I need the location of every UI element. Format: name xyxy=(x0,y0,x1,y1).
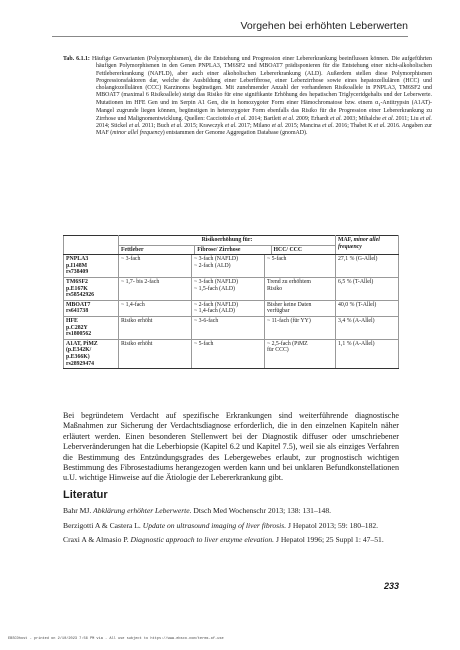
gene-cell-line: PNPLA3 xyxy=(66,256,89,263)
caption-segment: et al. xyxy=(235,115,247,122)
reference-title: Diagnostic approach to liver enzyme elevation. xyxy=(130,535,275,545)
caption-segment: et al. xyxy=(382,115,395,122)
reference-authors: Craxi A & Almasio P. xyxy=(63,535,131,545)
caption-segment: et al. xyxy=(373,122,386,129)
fibrose-cell-line: ~ 2-fach (NAFLD) xyxy=(194,301,239,308)
table-row xyxy=(64,300,399,316)
caption-segment: et al. xyxy=(420,115,432,122)
caption-segment: et al. xyxy=(271,122,284,129)
reference-item xyxy=(63,521,399,531)
genetic-variants-table xyxy=(63,235,399,369)
col-header-maf xyxy=(336,236,399,255)
gene-cell xyxy=(64,277,119,300)
hcc-cell-line: Risiko xyxy=(267,285,283,292)
hcc-cell-line: ~ 2,5-fach (PiMZ xyxy=(267,340,308,347)
gene-cell-line: A1AT, PiMZ xyxy=(66,340,98,347)
fibrose-cell-line: ~ 1,5-fach (ALD) xyxy=(194,285,235,292)
reference-source: J Hepatol 2013; 59: 180–182. xyxy=(286,520,379,530)
hcc-cell xyxy=(265,339,336,368)
gene-cell-line: rs58542926 xyxy=(66,292,95,299)
caption-segment: 2016; Thabet K xyxy=(333,122,374,129)
maf-cell: 6,5 % (T-Allel) xyxy=(336,277,399,300)
caption-segment: 2015; Krawczyk xyxy=(182,122,225,129)
reference-authors: Bahr MJ. xyxy=(63,506,94,515)
fibrose-cell xyxy=(192,300,265,316)
caption-segment: 2015; Mancina xyxy=(283,122,323,129)
hcc-cell-line: ~ 11-fach (für YY) xyxy=(267,317,311,324)
caption-segment: 2016. Angaben zur MAF ( xyxy=(96,122,433,137)
gene-cell-line: rs28929474 xyxy=(66,360,95,367)
fibrose-cell-line: ~ 5-fach xyxy=(194,340,214,347)
fettleber-cell: Risiko erhöht xyxy=(119,339,192,368)
header-rule xyxy=(52,36,408,37)
fibrose-cell-line: ~ 2-fach (ALD) xyxy=(194,262,231,269)
fibrose-cell-line: ~ 1,4-fach (ALD) xyxy=(194,308,235,315)
maf-cell: 40,0 % (T-Allel) xyxy=(336,300,399,316)
caption-segment: ) entstammen der Genome Aggregation Database (gnomAD). xyxy=(162,130,308,137)
hcc-cell xyxy=(265,255,336,278)
gene-cell-line: (p.E342K/ xyxy=(66,347,92,354)
gene-cell-line: p.E366K) xyxy=(66,353,90,360)
body-paragraph: Bei begründetem Verdacht auf spezifische Erkrankungen sind weiterführende diagnostische Maßnahmen zur Sicherung der Verdachtsdiagnose erforderlich, die in den einzelnen Kapiteln näher erläutert werden. Einen besonderen Stellenwert bei der Diagnostik diffuser oder umschriebener Leberveränderungen hat die Leberbiopsie (Kapitel 6.2 und Kapitel 7.5), weil sie als einziges Verfahren die Bestimmung des Entzündungsgrades des Lebergewebes erlaubt, zur prognostisch wichtigen Bestimmung des Fibrosestadiums herangezogen werden kann und bei unklaren Befundkonstellationen u.U. wichtige Hinweise auf die Ätiologie der Lebererkrankung gibt. xyxy=(63,411,399,483)
maf-cell: 27,1 % (G-Allel) xyxy=(336,255,399,278)
fibrose-cell-line: ~ 3-fach (NAFLD) xyxy=(194,278,239,285)
fibrose-cell xyxy=(192,255,265,278)
reference-list xyxy=(63,506,399,550)
page-number: 233 xyxy=(383,581,399,591)
caption-segment: 2011; Liu xyxy=(394,115,421,122)
gene-cell-line: p.C282Y xyxy=(66,324,88,331)
col-header-fettleber: Fettleber xyxy=(119,246,195,255)
hcc-cell-line: Trend zu erhöhtem xyxy=(267,278,311,285)
reference-title: Abklärung erhöhter Leberwerte. xyxy=(93,506,192,515)
hcc-cell xyxy=(265,316,336,339)
gene-cell xyxy=(64,316,119,339)
reference-item xyxy=(63,535,399,545)
caption-text xyxy=(92,56,432,136)
caption-segment: Häufige Genvarianten (Polymorphismen), die die Entstehung und Progression einer Lebererkrankung beeinflussen können. Die aufgeführten häufigen Polymorphismen in den Genen PNPLA3, TM6SF2 und MBOAT7 prädisponieren für die Entstehung einer nicht-alkoholischen Fettlebererkrankung (NAFLD), aber auch einer alkoholischen Lebererkrankung (ALD). Außerdem stellen diese Polymorphismen Progressionsfaktoren dar, welche die Ausbildung einer Leberfibrose, einer Leberzirrhose sowie eines hepatozellulären (HCC) und cholangiozellulären (CCC) Karzinoms begünstigen. Mit zunehmender Anzahl der vorhandenen Risikoallele in PNPLA3, TM6SF2 und MBOAT7 (maximal 6 Risikoallele) steigt das Risiko für eine signifikante Erhöhung des hepatischen Triglyceridgehalts und der Leberwerte. Mutationen im HFE Gen und im Serpin A1 Gen, die in homozygoter Form einer Hämochromatose bzw. einem α xyxy=(91,56,432,106)
caption-segment: 2003; Mihalche xyxy=(342,115,383,122)
fettleber-cell: ~ 1,4-fach xyxy=(119,300,192,316)
fettleber-cell: Risiko erhöht xyxy=(119,316,192,339)
caption-segment: et al. xyxy=(224,122,237,129)
fettleber-cell: ~ 1,7- bis 2-fach xyxy=(119,277,192,300)
table-row xyxy=(64,316,399,339)
fibrose-cell xyxy=(192,339,265,368)
hcc-cell xyxy=(265,277,336,300)
caption-segment: 2009; Erhardt xyxy=(294,115,331,122)
gene-cell-line: MBOAT7 xyxy=(66,301,91,308)
hcc-cell-line: Bisher keine Daten xyxy=(267,301,312,308)
gene-cell-line: p.I148M xyxy=(66,262,88,269)
maf-cell: 3,4 % (A-Allel) xyxy=(336,316,399,339)
caption-segment: -Antitrypsin (A1AT)-Mangel zugrunde liegen können, begünstigen in heterozygoter Form ebenfalls das Risiko für die Progression einer Lebererkrankung zu Zirrhose und Malignomentwicklung. Quellen: Cacciottolo xyxy=(96,99,432,122)
caption-label: Tab. 6.1.1: xyxy=(63,56,90,62)
caption-segment: et al. xyxy=(170,122,183,129)
caption-segment: et al. xyxy=(282,115,295,122)
table-row xyxy=(64,277,399,300)
gene-cell-line: TM6SF2 xyxy=(66,278,88,285)
gene-cell xyxy=(64,339,119,368)
hcc-cell xyxy=(265,300,336,316)
reference-authors: Berzigotti A & Castera L. xyxy=(63,520,143,530)
maf-header-abbr: MAF, xyxy=(338,237,354,243)
gene-cell-line: rs738409 xyxy=(66,269,89,276)
caption-segment: 2011; Buch xyxy=(140,122,171,129)
gene-cell-line: p.E167K xyxy=(66,285,88,292)
risk-header-group xyxy=(119,236,336,255)
col-header-hcc: HCC/ CCC xyxy=(273,246,303,253)
table-caption xyxy=(63,56,432,137)
caption-segment: 2014; Stickel xyxy=(96,122,129,129)
hcc-cell-line: ~ 5-fach xyxy=(267,256,287,263)
maf-header-full: minor allel frequency xyxy=(338,237,380,250)
reference-source: J Hepatol 1996; 25 Suppl 1: 47–51. xyxy=(274,535,384,545)
caption-segment: 2014; Bartlett xyxy=(246,115,283,122)
table-corner xyxy=(64,236,119,255)
fibrose-cell-line: ~ 3-6-fach xyxy=(194,317,219,324)
fibrose-cell xyxy=(192,277,265,300)
col-header-fibrose: Fibrose/ Zirrhose xyxy=(195,246,271,255)
hcc-cell-line: verfügbar xyxy=(267,308,290,315)
gene-cell-line: rs641738 xyxy=(66,308,89,315)
risk-group-header: Risikoerhöhung für: xyxy=(119,236,335,246)
fettleber-cell: ~ 3-fach xyxy=(119,255,192,278)
caption-segment: et al. xyxy=(128,122,141,129)
footer-notice: EBSCOhost - printed on 2/10/2023 7:56 PM via . All use subject to https://www.ebsco.com/terms-of-use xyxy=(8,637,224,641)
section-title-literatur: Literatur xyxy=(63,489,108,501)
caption-segment: et al. xyxy=(330,115,342,122)
reference-title: Update on ultrasound imaging of liver fibrosis. xyxy=(142,520,287,530)
caption-segment: 1 xyxy=(378,101,381,107)
caption-segment: et al. xyxy=(322,122,334,129)
fibrose-cell-line: ~ 3-fach (NAFLD) xyxy=(194,256,239,263)
gene-cell-line: rs1800562 xyxy=(66,331,92,338)
hcc-cell-line: für CCC) xyxy=(267,347,289,354)
caption-segment: 2017; Milano xyxy=(236,122,272,129)
reference-source: Dtsch Med Wochenschr 2013; 138: 131–148. xyxy=(191,506,332,515)
fibrose-cell xyxy=(192,316,265,339)
table-row xyxy=(64,255,399,278)
table-row xyxy=(64,339,399,368)
caption-segment: minor allel frequency xyxy=(112,130,163,137)
maf-cell: 1,1 % (A-Allel) xyxy=(336,339,399,368)
reference-item xyxy=(63,506,399,516)
gene-cell xyxy=(64,300,119,316)
gene-cell-line: HFE xyxy=(66,317,78,324)
gene-cell xyxy=(64,255,119,278)
table-body xyxy=(64,255,399,369)
running-head: Vorgehen bei erhöhten Leberwerten xyxy=(240,20,408,32)
